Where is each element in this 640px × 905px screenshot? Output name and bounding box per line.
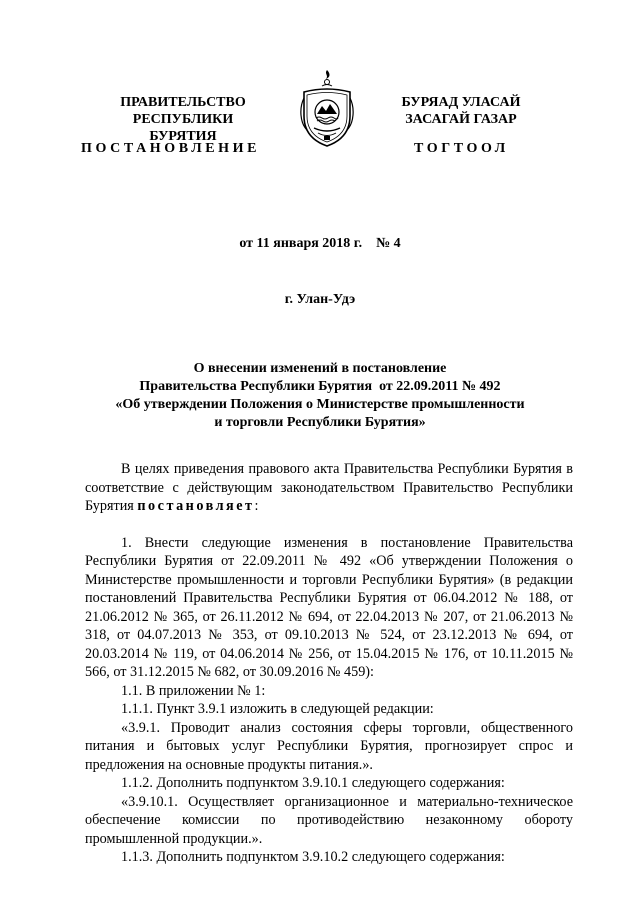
title-line: Правительства Республики Бурятия от 22.09.2011 № 492: [139, 379, 501, 394]
title-line: О внесении изменений в постановление: [193, 361, 447, 376]
decree-date-number: от 11 января 2018 г. № 4: [239, 236, 401, 251]
decree-type-russian: ПОСТАНОВЛЕНИЕ: [81, 141, 261, 156]
title-line: «Об утверждении Положения о Министерстве промышленности: [115, 397, 525, 412]
preamble-end: :: [254, 498, 259, 514]
issuer-block-russian: [98, 94, 268, 145]
issuer-line: ЗАСАГАЙ ГАЗАР: [405, 112, 517, 127]
body-paragraph: 1.1.1. Пункт 3.9.1 изложить в следующей редакции:: [121, 701, 434, 717]
body-paragraph: 1. Внести следующие изменения в постановление Правительства Республики Бурятия от 22.09.2011 № 492 «Об утверждении Положения о Министерстве промышленности и торговли Республики Бурятия» (в редакции постановлений Правительства Республики Бурятия от 06.04.2012 № 188, от 21.06.2012 № 365, от 26.11.2012 № 694, от 22.04.2013 № 207, от 21.06.2013 № 318, от 04.07.2013 № 353, от 09.10.2013 № 524, от 23.12.2013 № 694, от 20.03.2014 № 119, от 04.06.2014 № 256, от 15.04.2015 № 176, от 10.11.2015 № 566, от 31.12.2015 № 682, от 30.09.2016 № 459):: [85, 534, 573, 680]
body-paragraph: 1.1.2. Дополнить подпунктом 3.9.10.1 следующего содержания:: [121, 775, 505, 791]
issuer-line: ПРАВИТЕЛЬСТВО: [120, 95, 246, 110]
preamble-paragraph: [85, 460, 573, 516]
decree-type-buryat: ТОГТООЛ: [414, 141, 509, 156]
coat-of-arms-icon: [298, 68, 356, 148]
decree-city: г. Улан-Удэ: [284, 292, 356, 307]
title-line: и торговли Республики Бурятия»: [214, 415, 426, 430]
preamble-text: В целях приведения правового акта Правительства Республики Бурятия в соответствие с действующим законодательством Правительство Республики Бурятия: [85, 461, 573, 514]
preamble-keyword: постановляет: [137, 498, 255, 514]
body-paragraph: «3.9.1. Проводит анализ состояния сферы торговли, общественного питания и бытовых услуг Республики Бурятия, прогнозирует спрос и предложения на основные продукты питания.».: [85, 719, 573, 773]
decree-body: [85, 460, 573, 867]
issuer-line: БУРЯАД УЛАСАЙ: [401, 95, 521, 110]
body-paragraph: «3.9.10.1. Осуществляет организационное и материально-техническое обеспечение комиссии по противодействию незаконному обороту промышленной продукции.».: [85, 793, 573, 847]
issuer-block-buryat: [386, 94, 536, 128]
decree-title: [0, 360, 640, 432]
body-paragraph: 1.1. В приложении № 1:: [121, 682, 266, 699]
body-paragraph: 1.1.3. Дополнить подпунктом 3.9.10.2 следующего содержания:: [121, 849, 505, 865]
issuer-line: РЕСПУБЛИКИ БУРЯТИЯ: [132, 112, 234, 144]
